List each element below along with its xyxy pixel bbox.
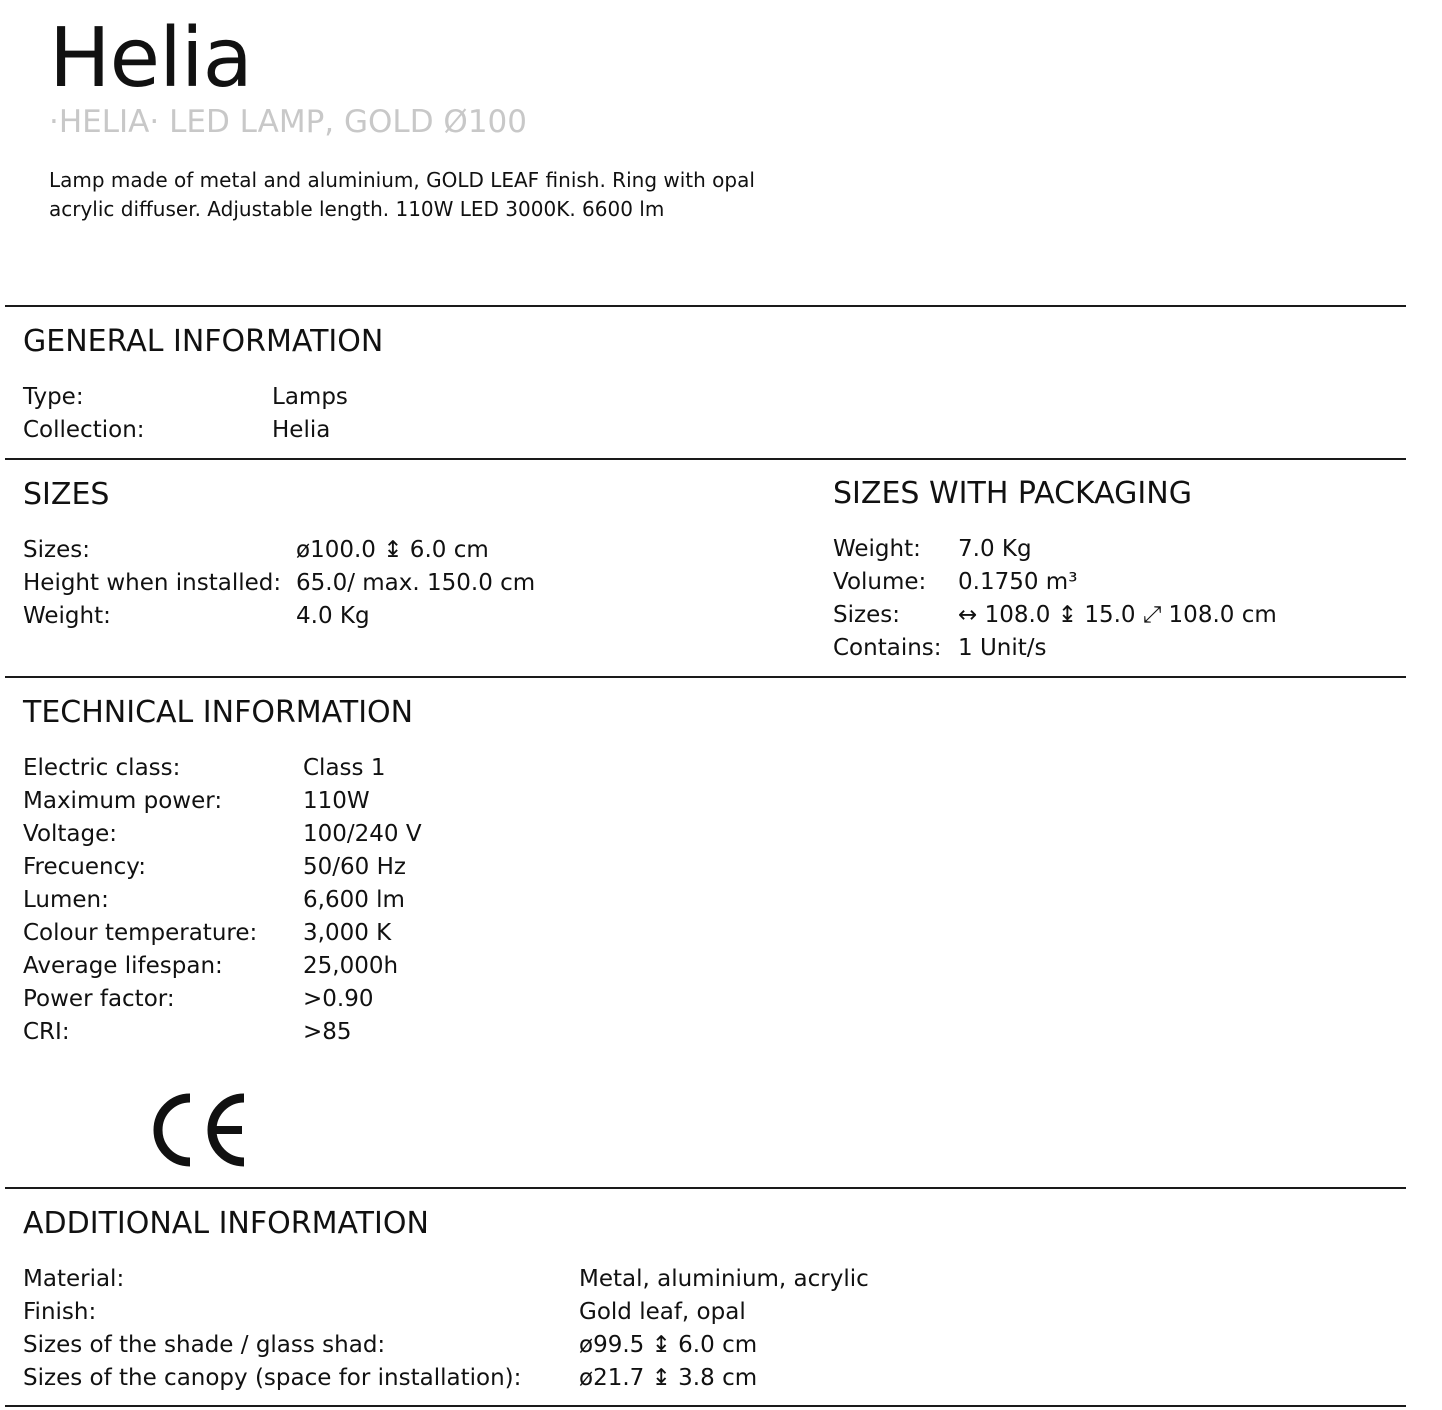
sizes-label-weight: Weight: <box>23 603 111 629</box>
sizes-label-sizes: Sizes: <box>23 537 90 563</box>
divider <box>5 676 1406 678</box>
packaging-value-sizes: ↔ 108.0 ↨ 15.0 ⤢ 108.0 cm <box>958 602 1277 628</box>
product-title: Helia <box>49 11 252 106</box>
product-description-line-2: acrylic diffuser. Adjustable length. 110W LED 3000K. 6600 lm <box>49 197 665 221</box>
additional-value-shade-sizes: ø99.5 ↨ 6.0 cm <box>579 1332 758 1358</box>
technical-label-colour-temperature: Colour temperature: <box>23 920 258 946</box>
technical-value-average-lifespan: 25,000h <box>303 953 399 979</box>
technical-label-frequency: Frecuency: <box>23 854 146 880</box>
additional-label-finish: Finish: <box>23 1299 97 1325</box>
additional-label-material: Material: <box>23 1266 125 1292</box>
packaging-heading: SIZES WITH PACKAGING <box>833 476 1192 511</box>
technical-value-lumen: 6,600 lm <box>303 887 405 913</box>
product-subtitle: ·HELIA· LED LAMP, GOLD Ø100 <box>49 104 527 140</box>
packaging-label-weight: Weight: <box>833 536 921 562</box>
divider <box>5 458 1406 460</box>
general-value-type: Lamps <box>272 384 348 410</box>
technical-label-power-factor: Power factor: <box>23 986 175 1012</box>
general-value-collection: Helia <box>272 417 331 443</box>
technical-label-voltage: Voltage: <box>23 821 118 847</box>
technical-label-electric-class: Electric class: <box>23 755 181 781</box>
technical-label-cri: CRI: <box>23 1019 70 1045</box>
additional-information-heading: ADDITIONAL INFORMATION <box>23 1206 429 1241</box>
product-description-line-1: Lamp made of metal and aluminium, GOLD LEAF finish. Ring with opal <box>49 168 755 192</box>
additional-label-canopy-sizes: Sizes of the canopy (space for installation): <box>23 1365 522 1391</box>
packaging-label-volume: Volume: <box>833 569 927 595</box>
additional-value-finish: Gold leaf, opal <box>579 1299 746 1325</box>
packaging-value-weight: 7.0 Kg <box>958 536 1032 562</box>
technical-value-cri: >85 <box>303 1019 352 1045</box>
general-label-type: Type: <box>23 384 84 410</box>
divider <box>5 1187 1406 1189</box>
technical-value-frequency: 50/60 Hz <box>303 854 406 880</box>
technical-label-maximum-power: Maximum power: <box>23 788 223 814</box>
sizes-label-height: Height when installed: <box>23 570 282 596</box>
technical-value-electric-class: Class 1 <box>303 755 386 781</box>
additional-value-material: Metal, aluminium, acrylic <box>579 1266 869 1292</box>
packaging-label-sizes: Sizes: <box>833 602 900 628</box>
technical-label-lumen: Lumen: <box>23 887 109 913</box>
technical-value-power-factor: >0.90 <box>303 986 374 1012</box>
technical-value-maximum-power: 110W <box>303 788 370 814</box>
sizes-heading: SIZES <box>23 477 110 512</box>
technical-value-voltage: 100/240 V <box>303 821 422 847</box>
sizes-value-height: 65.0/ max. 150.0 cm <box>296 570 536 596</box>
packaging-label-contains: Contains: <box>833 635 942 661</box>
packaging-value-contains: 1 Unit/s <box>958 635 1047 661</box>
general-label-collection: Collection: <box>23 417 145 443</box>
general-information-heading: GENERAL INFORMATION <box>23 324 384 359</box>
ce-mark-icon <box>150 1090 250 1170</box>
sizes-value-weight: 4.0 Kg <box>296 603 370 629</box>
sizes-value-sizes: ø100.0 ↨ 6.0 cm <box>296 537 489 563</box>
technical-information-heading: TECHNICAL INFORMATION <box>23 695 414 730</box>
divider <box>5 1405 1406 1407</box>
additional-label-shade-sizes: Sizes of the shade / glass shad: <box>23 1332 386 1358</box>
technical-label-average-lifespan: Average lifespan: <box>23 953 223 979</box>
additional-value-canopy-sizes: ø21.7 ↨ 3.8 cm <box>579 1365 758 1391</box>
packaging-value-volume: 0.1750 m³ <box>958 569 1078 595</box>
divider <box>5 305 1406 307</box>
technical-value-colour-temperature: 3,000 K <box>303 920 392 946</box>
